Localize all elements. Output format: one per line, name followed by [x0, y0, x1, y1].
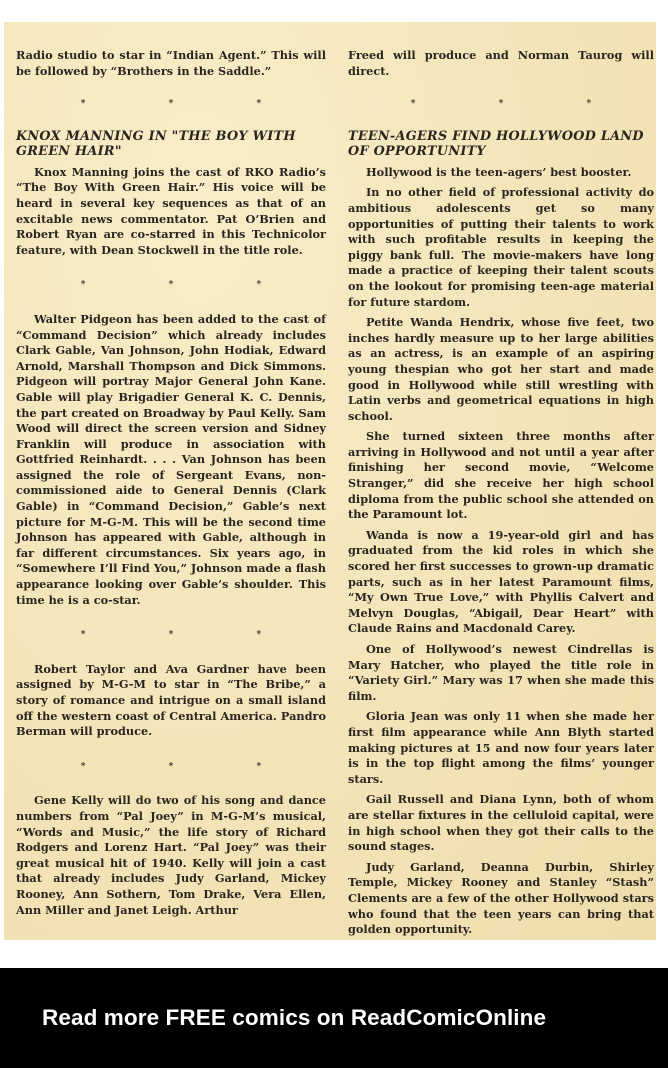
- promo-banner-link[interactable]: Read more FREE comics on ReadComicOnline: [42, 1005, 547, 1030]
- paragraph-knox-manning: Knox Manning joins the cast of RKO Radio’s “The Boy With Green Hair.” His voice will be heard in several key sequences as that of an excitable news commentator. Pat O’Brien and Robert Ryan are co-starred in this Technicolor feature, with Dean Stockwell in the title role.: [16, 164, 326, 257]
- headline-teen-agers: TEEN-AGERS FIND HOLLYWOOD LAND OF OPPORTUNITY: [348, 128, 644, 159]
- paragraph-teen-8: Gail Russell and Diana Lynn, both of whom are stellar fixtures in the celluloid capital, were in high school when they got their calls to the sound stages.: [348, 792, 654, 854]
- separator-stars: * * *: [80, 761, 302, 772]
- headline-knox-manning: KNOX MANNING IN "THE BOY WITH GREEN HAIR": [16, 128, 296, 159]
- right-intro-text: Freed will produce and Norman Taurog will direct.: [348, 48, 654, 78]
- newsprint-page: [4, 22, 656, 940]
- promo-banner: [0, 968, 668, 1068]
- separator-stars: * * *: [80, 99, 302, 110]
- paragraph-teen-5: Wanda is now a 19-year-old girl and has graduated from the kid roles in which she scored her first successes to grown-up dramatic parts, such as in her latest Paramount films, “My Own True Love,” with Phyllis Calvert and Melvyn Douglas, “Abigail, Dear Heart” with Claude Rains and Macdonald Carey.: [348, 527, 654, 636]
- paragraph-teen-4: She turned sixteen three months after arriving in Hollywood and not until a year after finishing her second movie, “Welcome Stranger,” did she receive her high school diploma from the public school she attended on the Paramount lot.: [348, 429, 654, 522]
- paragraph-robert-taylor: Robert Taylor and Ava Gardner have been assigned by M-G-M to star in “The Bribe,” a story of romance and intrigue on a small island off the western coast of Central America. Pandro Berman will produce.: [16, 661, 326, 739]
- paragraph-teen-9: Judy Garland, Deanna Durbin, Shirley Temple, Mickey Rooney and Stanley “Stash” Clements are a few of the other Hollywood stars who found that the teen years can bring that golden opportunity.: [348, 859, 654, 937]
- paragraph-teen-1: Hollywood is the teen-agers’ best booster.: [366, 164, 632, 179]
- paragraph-teen-2: In no other field of professional activity do ambitious adolescents get so many opportunities of putting their talents to work with such profitable results in keeping the piggy bank full. The movie-makers have long made a practice of keeping their talent scouts on the lookout for promising teen-age material for future stardom.: [348, 185, 654, 309]
- right-column: [348, 48, 654, 938]
- separator-stars: * * *: [80, 280, 302, 291]
- paragraph-gene-kelly: Gene Kelly will do two of his song and dance numbers from “Pal Joey” in M-G-M’s musical, “Words and Music,” the life story of Richard Rodgers and Lorenz Hart. “Pal Joey” was their great musical hit of 1940. Kelly will join a cast that already includes Judy Garland, Mickey Rooney, Ann Sothern, Tom Drake, Vera Ellen, Ann Miller and Janet Leigh. Arthur: [16, 793, 326, 917]
- paragraph-walter-pidgeon: Walter Pidgeon has been added to the cast of “Command Decision” which already includes Clark Gable, Van Johnson, John Hodiak, Edward Arnold, Marshall Thompson and Dick Simmons. Pidgeon will portray Major General John Kane. Gable will play Brigadier General K. C. Dennis, the part created on Broadway by Paul Kelly. Sam Wood will direct the screen version and Sidney Franklin will produce in association with Gottfried Reinhardt. . . . Van Johnson has been assigned the role of Sergeant Evans, non-commissioned aide to General Dennis (Clark Gable) in “Command Decision,” Gable’s next picture for M-G-M. This will be the second time Johnson has appeared with Gable, although in far different circumstances. Six years ago, in “Somewhere I’ll Find You,” Johnson made a flash appearance looking over Gable’s shoulder. This time he is a co-star.: [16, 311, 326, 607]
- paragraph-teen-6: One of Hollywood’s newest Cindrellas is Mary Hatcher, who played the title role in “Variety Girl.” Mary was 17 when she made this film.: [348, 642, 654, 703]
- paragraph-teen-7: Gloria Jean was only 11 when she made her first film appearance while Ann Blyth started making pictures at 15 and now four years later is in the top flight among the films’ younger stars.: [348, 709, 654, 786]
- separator-stars: * * *: [80, 630, 302, 641]
- separator-stars: * * *: [410, 99, 632, 110]
- left-intro-text: Radio studio to star in “Indian Agent.” This will be followed by “Brothers in the Saddle.”: [16, 48, 326, 78]
- left-column: [16, 48, 326, 918]
- paragraph-teen-3: Petite Wanda Hendrix, whose five feet, two inches hardly measure up to her large abilities as an actress, is an example of an aspiring young thespian who got her start and made good in Hollywood while still wrestling with Latin verbs and geometrical equations in high school.: [348, 315, 654, 423]
